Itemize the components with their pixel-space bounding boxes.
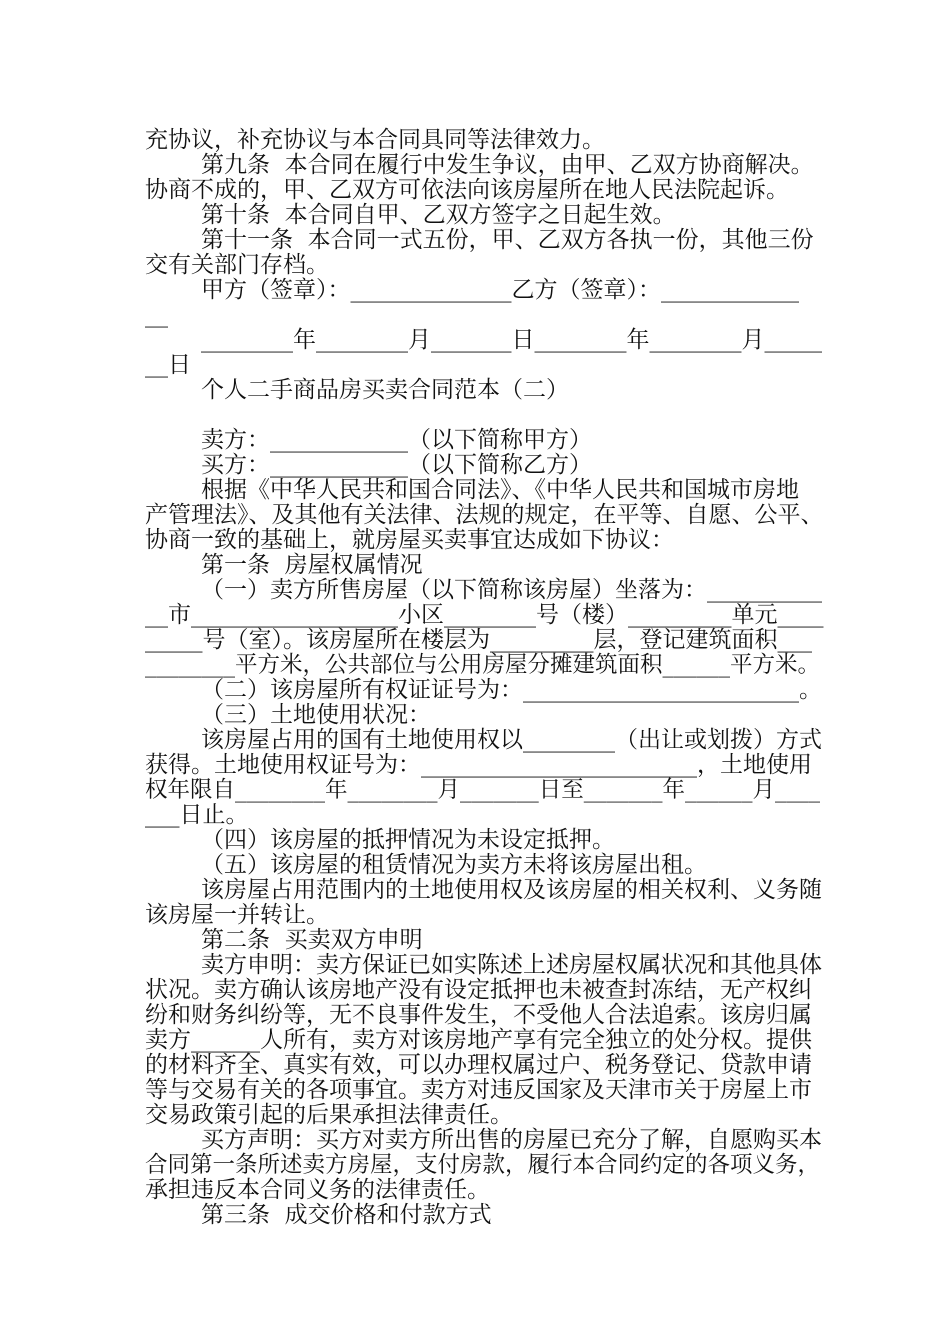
text-line: （五）该房屋的租赁情况为卖方未将该房屋出租。 <box>201 852 707 878</box>
text-line: __市__________________小区________号（楼）_________单元____ <box>145 602 824 628</box>
text-line: 协商一致的基础上，就房屋买卖事宜达成如下协议： <box>145 527 674 553</box>
text-line: ________平方米，公共部位与公用房屋分摊建筑面积______平方米。 <box>145 652 821 678</box>
text-line: 产管理法》、及其他有关法律、法规的规定，在平等、自愿、公平、 <box>145 502 824 528</box>
text-line: 合同第一条所述卖方房屋，支付房款，履行本合同约定的各项义务， <box>145 1152 821 1178</box>
text-line: 买方声明：买方对卖方所出售的房屋已充分了解，自愿购买本 <box>201 1127 822 1153</box>
text-line: 纷和财务纠纷等，无不良事件发生，不受他人合法追索。该房归属 <box>145 1002 812 1028</box>
text-line: 交有关部门存档。 <box>145 252 329 278</box>
text-line: 卖方申明：卖方保证已如实陈述上述房屋权属状况和其他具体 <box>201 952 822 978</box>
text-line: 等与交易有关的各项事宜。卖方对违反国家及天津市关于房屋上市 <box>145 1077 812 1103</box>
text-line: _____号（室）。该房屋所在楼层为_________层，登记建筑面积___ <box>145 627 812 653</box>
section-title: 个人二手商品房买卖合同范本（二） <box>201 377 569 403</box>
text-line: （二）该房屋所有权证证号为：________________________。 <box>201 677 822 703</box>
text-line: （一）卖方所售房屋（以下简称该房屋）坐落为：__________ <box>201 577 822 603</box>
text-line: 第十一条 本合同一式五份，甲、乙双方各执一份，其他三份 <box>201 227 814 253</box>
article-heading: 第三条 成交价格和付款方式 <box>201 1202 492 1228</box>
text-line: 卖方______人所有，卖方对该房地产享有完全独立的处分权。提供 <box>145 1027 812 1053</box>
text-line: （三）土地使用状况： <box>201 702 431 728</box>
signature-line: 甲方（签章）：______________乙方（签章）：____________ <box>201 277 799 303</box>
text-line: 状况。卖方确认该房地产没有设定抵押也未被查封冻结，无产权纠 <box>145 977 812 1003</box>
text-line: __日 <box>145 352 191 378</box>
article-heading: 第二条 买卖双方申明 <box>201 927 423 953</box>
buyer-line: 买方：____________（以下简称乙方） <box>201 452 592 478</box>
text-line: __ <box>145 302 168 328</box>
text-line: 交易政策引起的后果承担法律责任。 <box>145 1102 513 1128</box>
text-line: 的材料齐全、真实有效，可以办理权属过户、税务登记、贷款申请 <box>145 1052 812 1078</box>
text-line: 第九条 本合同在履行中发生争议，由甲、乙双方协商解决。 <box>201 152 814 178</box>
text-line: （四）该房屋的抵押情况为未设定抵押。 <box>201 827 615 853</box>
text-line: 根据《中华人民共和国合同法》、《中华人民共和国城市房地 <box>201 477 799 503</box>
article-heading: 第一条 房屋权属情况 <box>201 552 423 578</box>
seller-line: 卖方：____________（以下简称甲方） <box>201 427 592 453</box>
text-line: 协商不成的，甲、乙双方可依法向该房屋所在地人民法院起诉。 <box>145 177 789 203</box>
text-line: 该房屋占用的国有土地使用权以________（出让或划拨）方式 <box>201 727 822 753</box>
date-line: ________年________月_______日________年________月_____ <box>201 327 822 353</box>
text-line: 该房屋一并转让。 <box>145 902 329 928</box>
text-line: 承担违反本合同义务的法律责任。 <box>145 1177 490 1203</box>
text-line: 第十条 本合同自甲、乙双方签字之日起生效。 <box>201 202 676 228</box>
text-line: 权年限自________年________月_______日至_______年______月____ <box>145 777 821 803</box>
text-line: 充协议，补充协议与本合同具同等法律效力。 <box>145 127 605 153</box>
text-line: ___日止。 <box>145 802 249 828</box>
text-line: 该房屋占用范围内的土地使用权及该房屋的相关权利、义务随 <box>201 877 822 903</box>
text-line: 获得。土地使用权证号为：________________________，土地使用 <box>145 752 812 778</box>
